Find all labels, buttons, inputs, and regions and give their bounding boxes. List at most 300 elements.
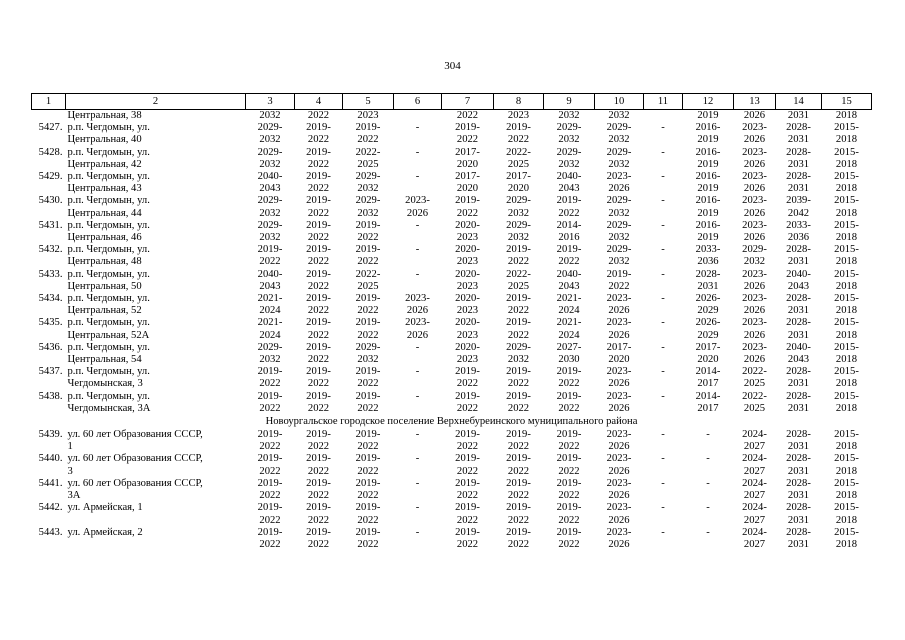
cell-line: 2032 bbox=[259, 158, 281, 170]
year-cell bbox=[494, 453, 544, 477]
cell-line: 2032 bbox=[608, 207, 630, 219]
cell-line: 2019- bbox=[556, 429, 582, 441]
year-cell bbox=[644, 110, 683, 123]
cell-line: - bbox=[706, 477, 710, 489]
year-cell bbox=[822, 269, 872, 293]
year-cell bbox=[683, 502, 734, 526]
year-cell bbox=[343, 147, 394, 171]
year-cell bbox=[822, 453, 872, 477]
schedule-table bbox=[31, 93, 872, 551]
cell-line: 2019- bbox=[355, 526, 381, 538]
cell-line: 2022 bbox=[357, 402, 379, 414]
cell-line: 2018 bbox=[835, 378, 858, 390]
cell-line: 2030 bbox=[558, 354, 580, 366]
year-cell bbox=[595, 478, 644, 502]
cell-line: - bbox=[706, 526, 710, 538]
cell-line: 2019- bbox=[306, 268, 331, 280]
cell-line: 2016- bbox=[695, 219, 721, 231]
cell-line: 2022 bbox=[558, 538, 580, 550]
year-cell bbox=[544, 147, 595, 171]
cell-line: 2023- bbox=[606, 453, 632, 465]
cell-line: 2032 bbox=[507, 354, 530, 366]
year-cell bbox=[246, 391, 295, 415]
cell-line: 2040- bbox=[786, 341, 811, 353]
cell-line: 2023 bbox=[357, 110, 379, 121]
year-cell bbox=[544, 502, 595, 526]
year-cell bbox=[683, 220, 734, 244]
year-cell bbox=[295, 317, 343, 341]
cell-line: 2029- bbox=[257, 146, 283, 158]
cell-line: 2018 bbox=[835, 490, 858, 502]
year-cell bbox=[544, 171, 595, 195]
cell-line: 2023- bbox=[742, 293, 767, 305]
cell-line: 2019- bbox=[355, 390, 381, 402]
table-row bbox=[32, 122, 872, 146]
cell-line: 2040- bbox=[257, 171, 283, 183]
cell-line: - bbox=[415, 429, 420, 441]
cell-line: 2019- bbox=[355, 122, 381, 134]
cell-line: 2022 bbox=[259, 514, 281, 526]
cell-line: 2028- bbox=[786, 366, 811, 378]
year-cell bbox=[544, 366, 595, 390]
cell-line: 2019- bbox=[455, 195, 480, 207]
cell-line: 2032 bbox=[507, 232, 530, 244]
year-cell bbox=[442, 478, 494, 502]
cell-line: 2015- bbox=[834, 171, 859, 183]
year-cell bbox=[734, 171, 776, 195]
cell-line: 2027 bbox=[743, 490, 766, 502]
cell-line: 2028- bbox=[786, 171, 811, 183]
cell-line: 2022 bbox=[456, 490, 479, 502]
cell-line: 2022 bbox=[507, 305, 530, 317]
year-cell bbox=[246, 478, 295, 502]
column-header: 4 bbox=[295, 94, 343, 110]
cell-line: 2022 bbox=[608, 280, 630, 292]
cell-line: 2022 bbox=[307, 110, 330, 121]
cell-line: 2022 bbox=[507, 538, 530, 550]
cell-line: 2019- bbox=[355, 219, 381, 231]
cell-line: 2022 bbox=[307, 354, 330, 366]
cell-line: р.п. Чегдомын, ул. bbox=[67, 219, 150, 231]
cell-line: 2022 bbox=[307, 441, 330, 453]
header-row bbox=[32, 94, 872, 110]
cell-line: р.п. Чегдомын, ул. bbox=[67, 268, 150, 280]
cell-line: 2031 bbox=[787, 441, 810, 453]
cell-line: р.п. Чегдомын, ул. bbox=[67, 341, 150, 353]
cell-line: 2017- bbox=[506, 171, 531, 183]
year-cell bbox=[494, 502, 544, 526]
cell-line: 2015- bbox=[834, 477, 859, 489]
cell-line: 2015- bbox=[834, 526, 859, 538]
year-cell bbox=[394, 147, 442, 171]
cell-line: 2023- bbox=[606, 293, 632, 305]
year-cell bbox=[822, 391, 872, 415]
cell-line: 2020- bbox=[455, 341, 480, 353]
year-cell bbox=[343, 293, 394, 317]
year-cell bbox=[343, 502, 394, 526]
cell-line: 2031 bbox=[787, 465, 810, 477]
cell-line: 2022 bbox=[259, 441, 281, 453]
cell-line: - bbox=[415, 366, 420, 378]
cell-line: 2023- bbox=[742, 122, 767, 134]
year-cell bbox=[442, 147, 494, 171]
year-cell bbox=[595, 342, 644, 366]
cell-line: 2028- bbox=[786, 293, 811, 305]
year-cell bbox=[394, 244, 442, 268]
cell-line: 2022- bbox=[742, 366, 767, 378]
year-cell bbox=[246, 453, 295, 477]
year-cell bbox=[343, 171, 394, 195]
cell-line: 2022 bbox=[259, 378, 281, 390]
cell-line: 2031 bbox=[787, 134, 810, 146]
cell-line: 2022 bbox=[558, 465, 580, 477]
cell-line: - bbox=[415, 122, 420, 134]
table-row bbox=[32, 429, 872, 453]
cell-line: 2023- bbox=[606, 317, 632, 329]
cell-line: 2021- bbox=[257, 293, 283, 305]
cell-line: 2026 bbox=[743, 134, 766, 146]
cell-line: 2031 bbox=[787, 514, 810, 526]
cell-line: 2029- bbox=[355, 171, 381, 183]
cell-line: 2028- bbox=[786, 122, 811, 134]
year-cell bbox=[494, 293, 544, 317]
cell-line: 2031 bbox=[697, 280, 719, 292]
year-cell bbox=[394, 293, 442, 317]
cell-line: 2015- bbox=[834, 195, 859, 207]
cell-line: 2026 bbox=[743, 232, 766, 244]
cell-line: 3А bbox=[67, 490, 81, 502]
cell-line: 2029 bbox=[697, 329, 719, 341]
year-cell bbox=[246, 147, 295, 171]
cell-line: 2019- bbox=[506, 390, 531, 402]
cell-line: Центральная, 52А bbox=[67, 329, 150, 341]
cell-line: 2031 bbox=[787, 329, 810, 341]
year-cell bbox=[544, 453, 595, 477]
row-number: 5442. bbox=[38, 502, 63, 514]
cell-line: 2023 bbox=[456, 256, 479, 268]
cell-line: 2020 bbox=[697, 354, 719, 366]
table-row bbox=[32, 293, 872, 317]
cell-line: 2029- bbox=[606, 122, 632, 134]
cell-line: 2028- bbox=[786, 429, 811, 441]
year-cell bbox=[295, 391, 343, 415]
year-cell bbox=[644, 527, 683, 551]
year-cell bbox=[776, 478, 822, 502]
year-cell bbox=[442, 502, 494, 526]
cell-line: 2017- bbox=[455, 146, 480, 158]
year-cell bbox=[822, 317, 872, 341]
year-cell bbox=[822, 366, 872, 390]
year-cell bbox=[822, 244, 872, 268]
year-cell bbox=[734, 502, 776, 526]
column-header: 13 bbox=[734, 94, 776, 110]
year-cell bbox=[822, 527, 872, 551]
cell-line: 2031 bbox=[787, 183, 810, 195]
year-cell bbox=[822, 147, 872, 171]
cell-line: 2022 bbox=[259, 402, 281, 414]
table-body bbox=[32, 110, 872, 552]
cell-line: 2022 bbox=[259, 538, 281, 550]
year-cell bbox=[734, 453, 776, 477]
year-cell bbox=[295, 220, 343, 244]
year-cell bbox=[394, 269, 442, 293]
year-cell bbox=[295, 366, 343, 390]
year-cell bbox=[494, 391, 544, 415]
year-cell bbox=[295, 171, 343, 195]
cell-line: 2014- bbox=[556, 219, 582, 231]
year-cell bbox=[246, 171, 295, 195]
cell-line: 2033- bbox=[786, 219, 811, 231]
cell-line: 2022 bbox=[307, 329, 330, 341]
cell-line: 2029- bbox=[506, 341, 531, 353]
year-cell bbox=[246, 527, 295, 551]
cell-line: 2025 bbox=[357, 158, 379, 170]
cell-line: - bbox=[706, 453, 710, 465]
year-cell bbox=[644, 478, 683, 502]
year-cell bbox=[343, 195, 394, 219]
cell-line: 2023- bbox=[742, 195, 767, 207]
cell-line: 2021- bbox=[556, 293, 582, 305]
year-cell bbox=[544, 244, 595, 268]
cell-line: 2019- bbox=[556, 453, 582, 465]
cell-line: 2019- bbox=[257, 502, 283, 514]
year-cell bbox=[394, 391, 442, 415]
cell-line: 2019- bbox=[257, 429, 283, 441]
cell-line: 2019- bbox=[506, 293, 531, 305]
cell-line: 2019 bbox=[697, 207, 719, 219]
cell-line: ул. 60 лет Образования СССР, bbox=[67, 429, 203, 441]
cell-line: 2022 bbox=[259, 465, 281, 477]
cell-line: 2022 bbox=[456, 514, 479, 526]
year-cell bbox=[246, 244, 295, 268]
cell-line: 2015- bbox=[834, 293, 859, 305]
year-cell bbox=[544, 269, 595, 293]
cell-line: 2024- bbox=[742, 429, 767, 441]
cell-line: 2018 bbox=[835, 329, 858, 341]
year-cell bbox=[595, 527, 644, 551]
cell-line: 2031 bbox=[787, 402, 810, 414]
cell-line: 2019- bbox=[455, 477, 480, 489]
cell-line: 2027 bbox=[743, 465, 766, 477]
cell-line: 2023- bbox=[606, 477, 632, 489]
year-cell bbox=[494, 244, 544, 268]
cell-line: 2022 bbox=[558, 256, 580, 268]
cell-line: 2022- bbox=[355, 146, 381, 158]
cell-line: 2022 bbox=[307, 280, 330, 292]
cell-line: 2026 bbox=[743, 207, 766, 219]
cell-line: Чегдомынская, 3 bbox=[67, 378, 143, 390]
year-cell bbox=[595, 220, 644, 244]
cell-line: - bbox=[415, 146, 420, 158]
column-header: 1 bbox=[32, 94, 66, 110]
year-cell bbox=[442, 110, 494, 123]
year-cell bbox=[822, 478, 872, 502]
year-cell bbox=[595, 171, 644, 195]
year-cell bbox=[394, 122, 442, 146]
year-cell bbox=[776, 453, 822, 477]
cell-line: 2032 bbox=[608, 256, 630, 268]
cell-line: 2028- bbox=[786, 453, 811, 465]
cell-line: 2029- bbox=[742, 244, 767, 256]
cell-line: 2026- bbox=[695, 317, 721, 329]
address-cell bbox=[66, 478, 246, 502]
year-cell bbox=[246, 342, 295, 366]
cell-line: 2020 bbox=[456, 183, 479, 195]
cell-line: 2025 bbox=[507, 280, 530, 292]
year-cell bbox=[494, 527, 544, 551]
row-number: 5432. bbox=[38, 244, 63, 256]
cell-line: Центральная, 42 bbox=[67, 158, 142, 170]
year-cell bbox=[544, 220, 595, 244]
cell-line: 2020 bbox=[507, 183, 530, 195]
year-cell bbox=[544, 195, 595, 219]
address-cell bbox=[66, 366, 246, 390]
cell-line: 2023- bbox=[606, 171, 632, 183]
cell-line: 2024 bbox=[558, 329, 580, 341]
cell-line: 2017- bbox=[695, 341, 721, 353]
cell-line: 2026 bbox=[743, 183, 766, 195]
column-header: 9 bbox=[544, 94, 595, 110]
year-cell bbox=[394, 195, 442, 219]
year-cell bbox=[644, 293, 683, 317]
cell-line: 2029- bbox=[556, 146, 582, 158]
cell-line: 2027 bbox=[743, 538, 766, 550]
row-number: 5435. bbox=[38, 317, 63, 329]
year-cell bbox=[734, 366, 776, 390]
cell-line: 2020- bbox=[455, 219, 480, 231]
table-row bbox=[32, 453, 872, 477]
year-cell bbox=[544, 478, 595, 502]
cell-line: р.п. Чегдомын, ул. bbox=[67, 171, 150, 183]
cell-line: 2022 bbox=[357, 465, 379, 477]
cell-line: 2022 bbox=[456, 465, 479, 477]
table-row bbox=[32, 220, 872, 244]
address-cell bbox=[66, 171, 246, 195]
cell-line: 2032 bbox=[558, 134, 580, 146]
address-cell bbox=[66, 244, 246, 268]
cell-line: 2024 bbox=[558, 305, 580, 317]
cell-line: 2025 bbox=[357, 280, 379, 292]
cell-line: - bbox=[661, 122, 665, 134]
cell-line: - bbox=[661, 244, 665, 256]
cell-line: ул. 60 лет Образования СССР, bbox=[67, 477, 203, 489]
cell-line: Центральная, 43 bbox=[67, 183, 142, 195]
year-cell bbox=[644, 342, 683, 366]
year-cell bbox=[683, 195, 734, 219]
year-cell bbox=[776, 244, 822, 268]
cell-line: 2018 bbox=[835, 441, 858, 453]
address-cell bbox=[66, 429, 246, 453]
year-cell bbox=[683, 391, 734, 415]
cell-line: 2015- bbox=[834, 219, 859, 231]
year-cell bbox=[683, 527, 734, 551]
address-cell bbox=[66, 293, 246, 317]
year-cell bbox=[394, 342, 442, 366]
cell-line: 2019- bbox=[455, 366, 480, 378]
cell-line: 2021- bbox=[257, 317, 283, 329]
cell-line: 2043 bbox=[787, 354, 810, 366]
cell-line: 2023- bbox=[742, 317, 767, 329]
cell-line: 2019- bbox=[355, 317, 381, 329]
cell-line: Центральная, 38 bbox=[67, 110, 142, 121]
row-number: 5440. bbox=[38, 453, 63, 465]
cell-line: 2018 bbox=[835, 134, 858, 146]
cell-line: 2016 bbox=[558, 232, 580, 244]
year-cell bbox=[683, 342, 734, 366]
year-cell bbox=[343, 391, 394, 415]
year-cell bbox=[822, 502, 872, 526]
cell-line: 2028- bbox=[786, 317, 811, 329]
cell-line: 2021- bbox=[556, 317, 582, 329]
cell-line: 2017- bbox=[606, 341, 632, 353]
cell-line: 2023- bbox=[405, 195, 430, 207]
year-cell bbox=[442, 195, 494, 219]
cell-line: 2026 bbox=[743, 329, 766, 341]
year-cell bbox=[295, 195, 343, 219]
cell-line: 2022 bbox=[507, 465, 530, 477]
address-cell bbox=[66, 342, 246, 366]
cell-line: 2019- bbox=[455, 429, 480, 441]
cell-line: 2029- bbox=[606, 146, 632, 158]
cell-line: 2019- bbox=[306, 366, 331, 378]
cell-line: 2020 bbox=[456, 158, 479, 170]
cell-line: 2026 bbox=[743, 110, 766, 121]
year-cell bbox=[343, 269, 394, 293]
year-cell bbox=[644, 317, 683, 341]
cell-line: 2023- bbox=[742, 146, 767, 158]
cell-line: 2019- bbox=[306, 122, 331, 134]
cell-line: 2019- bbox=[355, 477, 381, 489]
cell-line: р.п. Чегдомын, ул. bbox=[67, 146, 150, 158]
cell-line: 2016- bbox=[695, 195, 721, 207]
year-cell bbox=[544, 317, 595, 341]
cell-line: 2020- bbox=[455, 244, 480, 256]
year-cell bbox=[494, 220, 544, 244]
cell-line: 2032 bbox=[357, 183, 379, 195]
year-cell bbox=[442, 342, 494, 366]
cell-line: 2014- bbox=[695, 390, 721, 402]
year-cell bbox=[595, 244, 644, 268]
cell-line: 2018 bbox=[835, 110, 858, 121]
year-cell bbox=[295, 453, 343, 477]
cell-line: 2023- bbox=[606, 526, 632, 538]
cell-line: 2022 bbox=[456, 402, 479, 414]
year-cell bbox=[595, 269, 644, 293]
row-number: 5438. bbox=[38, 390, 63, 402]
cell-line: 2019- bbox=[306, 244, 331, 256]
cell-line: 2042 bbox=[787, 207, 810, 219]
table-row bbox=[32, 110, 872, 123]
address-cell bbox=[66, 122, 246, 146]
cell-line: 2019- bbox=[506, 526, 531, 538]
year-cell bbox=[494, 317, 544, 341]
year-cell bbox=[494, 429, 544, 453]
cell-line: 2032 bbox=[259, 232, 281, 244]
year-cell bbox=[442, 293, 494, 317]
column-header: 12 bbox=[683, 94, 734, 110]
cell-line: 2032 bbox=[259, 354, 281, 366]
cell-line: 2022 bbox=[507, 378, 530, 390]
cell-line: 2019- bbox=[556, 366, 582, 378]
cell-line: Центральная, 44 bbox=[67, 207, 142, 219]
year-cell bbox=[644, 391, 683, 415]
cell-line: 2029- bbox=[606, 244, 632, 256]
cell-line: 2022- bbox=[506, 146, 531, 158]
year-cell bbox=[734, 342, 776, 366]
cell-line: 2022 bbox=[307, 378, 330, 390]
cell-line: 2019- bbox=[606, 268, 632, 280]
year-cell bbox=[442, 122, 494, 146]
